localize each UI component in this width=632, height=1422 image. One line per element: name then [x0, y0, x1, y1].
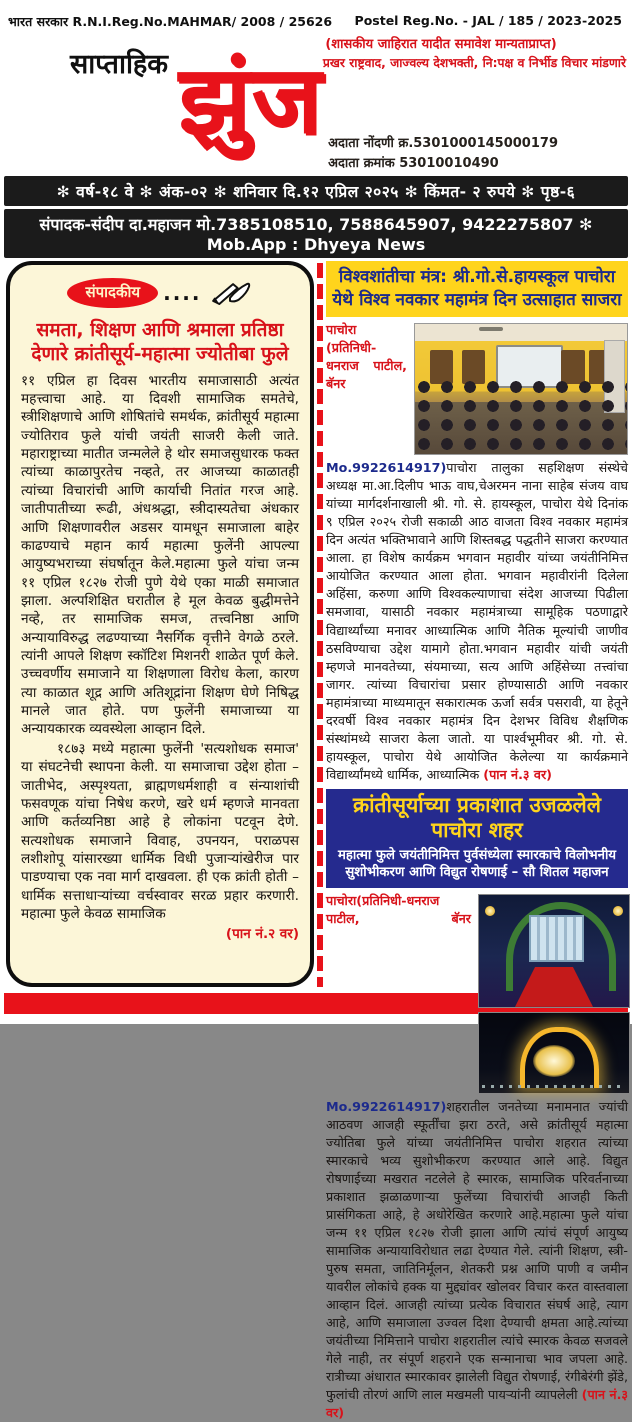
article2-headline-block [326, 789, 628, 888]
article2-subheadline: महात्मा फुले जयंतीनिमित्त पुर्वसंध्येला स्मारकाचे विलोभनीय सुशोभीकरण आणि विद्युत रोषणाई – सौ शितल महाजन [337, 848, 617, 881]
column-divider [317, 263, 323, 987]
right-column [326, 261, 628, 1421]
article2-byline-location: पाचोरा(प्रतिनिधी-धनराज पाटील, बॅनर [326, 892, 471, 926]
editorial-paragraph-2: १८७३ मध्ये महात्मा फुलेंनी 'सत्यशोधक समाज' या संघटनेची स्थापना केली. या समाजाचा उद्देश होता – जातीभेद, अस्पृश्यता, ब्राह्मणधर्मशाही व संन्याशांची फसवणूक यांचा निषेध करणे, खरे धर्म म्हणजे मानवता आणि कर्तव्यनिष्ठा आहे हे लोकांना पटवून देणे. सत्यशोधक समाजाने विवाह, उपनयन, पराळपस लशीशोपू यांसारख्या धार्मिक विधी पुजाऱ्यांखेरीज पार पाडण्याचा एक नवा मार्ग दाखवला. ही एक क्रांती होती – धार्मिक सत्ताधाऱ्यांच्या वर्चस्वावर सरळ प्रहार करणारी. महात्मा फुले केवळ सामाजिक [21, 740, 299, 923]
article2-photo-stack [478, 894, 628, 1094]
ceiling-fan-shape [479, 327, 503, 331]
editorial-paragraph-1: ११ एप्रिल हा दिवस भारतीय समाजासाठी अत्यंत महत्त्वाचा आहे. या दिवशी सामाजिक समतेचे, स्त्रीशिक्षणाचे आणि शोषितांचे समर्थक, क्रांतीसूर्य महात्मा ज्योतिराव फुले यांची जयंती साजरी केली जाते. महाराष्ट्राच्या मातीत जन्मलेले हे थोर समाजसुधारक फक्त त्यांच्या काळापुरतेच नव्हते, तर आजच्या काळातही त्यांच्या विचारांची आणि कार्याची नितांत गरज आहे. जातीपातीच्या रूढी, अंधश्रद्धा, स्त्रीदास्यतेचा अंधकार आणि शिक्षणावरील अडसर यामधून समाजाला बाहेर काढण्याचे महान कार्य महात्मा फुलेंनी आपल्या आयुष्यभराच्या संघर्षातून केले.महात्मा फुले यांचा जन्म ११ एप्रिल १८२७ रोजी पुणे येथे एका माळी समाजात झाला. अल्पशिक्षित घरातील हे मूल केवळ बुद्धीमत्तेने नव्हे, तर सामाजिक समज, तत्त्वनिष्ठा आणि अन्यायाविरुद्ध लढण्याच्या नैसर्गिक वृत्तीने वेगळे ठरले. त्यांनी आपले शिक्षण स्कॉटिश मिशनरी शाळेत पूर्ण केले. उच्चवर्णीय समाजाने या शिक्षणाला विरोध केला, कारण त्या काळात शूद्र आणि अतिशूद्रांना शिक्षण घेणे निषिद्ध मानले जात होते. पण फुलेंनी समाजाच्या या अन्यायकारक व्यवस्थेला आव्हान दिले. [21, 372, 299, 738]
editorial-badge-row [21, 275, 299, 311]
rni-registration: भारत सरकार R.N.I.Reg.No.MAHMAR/ 2008 / 25626 [8, 14, 333, 29]
article2-byline-mobile: Mo.9922614917) [326, 1098, 447, 1114]
newspaper-logo: झुंज [178, 46, 324, 155]
subscriber-registration-block [328, 134, 558, 174]
editorial-badge: संपादकीय [67, 278, 158, 308]
memorial-shrine-shape [529, 915, 584, 962]
weekly-label: साप्ताहिक [70, 49, 169, 80]
approval-note: (शासकीय जाहिरात यादीत समावेश मान्यताप्राप्त) [325, 37, 557, 52]
photo-memorial-decorated [478, 894, 630, 1008]
photo-navkar-mahamantra-event [414, 323, 628, 455]
article2-text: शहरातील जनतेच्या मनामनात ज्यांची आठवण आजही स्फूर्तींचा झरा ठरते, असे क्रांतीसूर्य महात्मा ज्योतिबा फुले यांच्या जयंतीनिमित्त पाचोरा शहरात त्यांच्या स्मारकाचे भव्य सुशोभीकरण करण्यात आले आहे. विद्युत रोषणाईच्या मखरात नटलेले हे स्मारक, सामाजिक परिवर्तनाच्या प्रकाशात झळाळणाऱ्या फुलेंच्या विचारांची आजही किती प्रासंगिकता आहे, हे अधोरेखित करणारे आहे.महात्मा फुले यांचा जन्म ११ एप्रिल १८२७ रोजी झाला आणि त्यांचं संपूर्ण आयुष्य सामाजिक अन्यायाविरोधात लढा देण्यात गेले. त्यांनी शिक्षण, स्त्री-पुरुष समता, जातिनिर्मूलन, शेतकरी प्रश्न आणि पाणी व जमीन यावरील लोकांचे हक्क या मुद्द्यांवर खोलवर विचार करत वास्तवाला आव्हान दिलं. आजही त्यांच्या प्रत्येक विचारात संघर्ष आहे, त्याग आहे, आणि समाजाला उज्वल दिशा देण्याची क्षमता आहे.त्यांच्या जयंतीच्या निमित्ताने पाचोरा शहरातील त्यांचे स्मारक केवळ सजवले गेले नाही, तर संपूर्ण शहराने एक सन्मानाचा भाव जपला आहे. रात्रीच्या अंधारात स्मारकावर झालेली विद्युत रोषणाई, रंगीबेरंगी झेंडे, फुलांची तोरणं आणि लाल मखमली पायऱ्यांनी व्यापलेली [326, 1098, 628, 1403]
postal-registration: Postel Reg.No. - JAL / 185 / 2023-2025 [354, 13, 622, 28]
left-column [6, 261, 314, 987]
article1-continuation-note: (पान नं.३ वर) [483, 766, 552, 782]
light-glow-shape [485, 906, 495, 916]
issue-info-bar: ✻ वर्ष-१८ वे ✻ अंक-०२ ✻ शनिवार दि.१२ एप्रिल २०२५ ✻ किंमत- २ रुपये ✻ पृष्ठ-६ [4, 176, 628, 206]
content-columns [6, 261, 628, 1421]
masthead [0, 30, 632, 176]
illuminated-gate-shape [520, 1027, 599, 1088]
article1-body [326, 321, 628, 784]
editorial-headline: समता, शिक्षण आणि श्रमाला प्रतिष्ठा देणारे क्रांतीसूर्य-महात्मा ज्योतीबा फुले [31, 319, 289, 366]
editorial-box [6, 261, 314, 987]
article1-byline-location: पाचोरा (प्रतिनिधी-धनराज पाटील, बॅनर [326, 322, 407, 392]
subscriber-reg-no: अदाता नोंदणी क्र.5301000145000179 [328, 136, 558, 151]
article2-body [326, 892, 628, 1422]
railing-shape [482, 1085, 626, 1088]
dots-decoration: .... [163, 281, 202, 305]
audience-crowd-shape [415, 379, 627, 454]
writing-hand-pen-icon [207, 275, 253, 311]
article1-text: पाचोरा तालुका सहशिक्षण संस्थेचे अध्यक्ष मा.आ.दिलीप भाऊ वाघ,चेअरमन नाना साहेब संजय वाघ यांच्या मार्गदर्शनाखाली श्री. गो. से. हायस्कूल, पाचोरा येथे दिनांक ९ एप्रिल २०२५ रोजी सकाळी आठ वाजता विश्व नवकार महामंत्र दिन अत्यंत भक्तिभावाने आणि शिस्तबद्ध पद्धतीने साजरा करण्यात आला. हा विशेष कार्यक्रम भगवान महावीर यांच्या जयंतीनिमित्त आयोजित करण्यात आला होता. भगवान महावीरांनी दिलेला अहिंसा, करुणा आणि विश्वकल्याणाचा संदेश आजच्या पिढीला समजावा, यासाठी नवकार महामंत्राच्या सामूहिक पठणाद्वारे विद्यार्थ्यांच्या मनावर आध्यात्मिक आणि नैतिक मूल्यांची जाणीव ठसविण्याचा उद्देश यामागे होता.भगवान महावीर यांची जयंती म्हणजे मानवतेच्या, संयमाच्या, सत्य आणि अहिंसेच्या तत्त्वांचा जागर. त्यांच्या विचारांचा प्रसार होण्यासाठी आणि नवकार महामंत्राच्या माध्यमातून सकारात्मक ऊर्जा सर्वत्र पसरावी, या हेतूने दरवर्षी विश्व नवकार महामंत्र दिन देशभर विविध शैक्षणिक संस्थांमध्ये साजरा केला जातो. या पार्श्वभूमीवर श्री. गो. से. हायस्कूल, पाचोरा येथे आयोजित केलेल्या या कार्यक्रमाने विद्यार्थ्यांमध्ये धार्मिक, आध्यात्मिक [326, 460, 628, 782]
subscriber-number: अदाता क्रमांक 53010010490 [328, 156, 499, 172]
article2-continuation-note: (पान नं.३ वर) [326, 1387, 628, 1421]
registration-bar [0, 0, 632, 30]
photo-illuminated-gate [478, 1012, 630, 1094]
light-glow-shape [613, 906, 623, 916]
article2-headline: क्रांतीसूर्याच्या प्रकाशात उजळलेले पाचोरा शहर [352, 792, 602, 843]
editorial-continuation-note: (पान नं.२ वर) [225, 926, 299, 943]
masthead-tagline: प्रखर राष्ट्रवाद, जाज्वल्य देशभक्ती, नि:पक्ष व निर्भीड विचार मांडणारे [322, 56, 626, 70]
article1-byline-mobile: Mo.9922614917) [326, 460, 447, 476]
editor-contact-bar: संपादक-संदीप दा.महाजन मो.7385108510, 7588645907, 9422275807 ✻ Mob.App : Dhyeya News [4, 209, 628, 258]
article1-headline: विश्वशांतीचा मंत्र: श्री.गो.से.हायस्कूल पाचोरा येथे विश्व नवकार महामंत्र दिन उत्साहात साजरा [326, 261, 628, 317]
